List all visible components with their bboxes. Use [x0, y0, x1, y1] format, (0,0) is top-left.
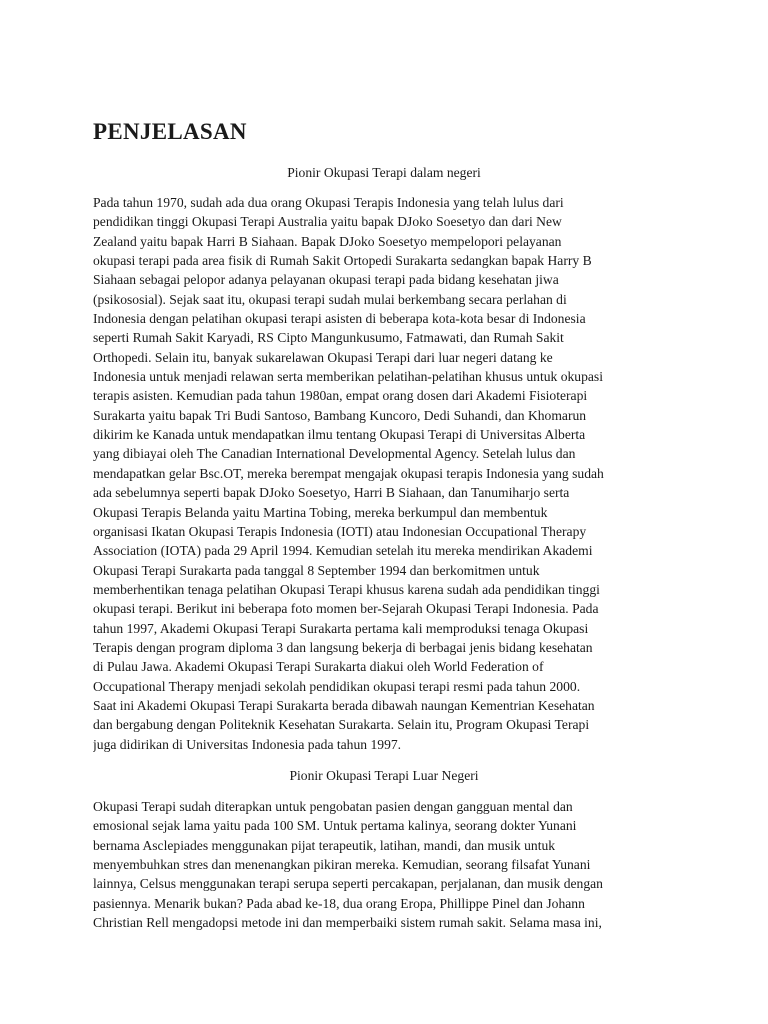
section-subtitle-domestic: Pionir Okupasi Terapi dalam negeri: [287, 165, 481, 180]
section-body-domestic: Pada tahun 1970, sudah ada dua orang Okupasi Terapis Indonesia yang telah lulus dari pendidikan tinggi Okupasi Terapi Australia yaitu bapak DJoko Soesetyo dan dari New Zealand yaitu bapak Harri B Siahaan. Bapak DJoko Soesetyo mempelopori pelayanan okupasi terapi pada area fisik di Rumah Sakit Ortopedi Surakarta sedangkan bapak Harry B Siahaan sebagai pelopor adanya pelayanan okupasi terapi pada bidang kesehatan jiwa (psikososial). Sejak saat itu, okupasi terapi sudah mulai berkembang secara perlahan di Indonesia dengan pelatihan okupasi terapi asisten di beberapa kota-kota besar di Indonesia seperti Rumah Sakit Karyadi, RS Cipto Mangunkusumo, Fatmawati, dan Rumah Sakit Orthopedi. Selain itu, banyak sukarelawan Okupasi Terapi dari luar negeri datang ke Indonesia untuk menjadi relawan serta memberikan pelatihan-pelatihan khusus untuk okupasi terapis asisten. Kemudian pada tahun 1980an, empat orang dosen dari Akademi Fisioterapi Surakarta yaitu bapak Tri Budi Santoso, Bambang Kuncoro, Dedi Suhandi, dan Khomarun dikirim ke Kanada untuk mendapatkan ilmu tentang Okupasi Terapi di Universitas Alberta yang dibiayai oleh The Canadian International Developmental Agency. Setelah lulus dan mendapatkan gelar Bsc.OT, mereka berempat mengajak okupasi terapis Indonesia yang sudah ada sebelumnya seperti bapak DJoko Soesetyo, Harri B Siahaan, dan Tanumiharjo serta Okupasi Terapis Belanda yaitu Martina Tobing, mereka berkumpul dan membentuk organisasi Ikatan Okupasi Terapis Indonesia (IOTI) atau Indonesian Occupational Therapy Association (IOTA) pada 29 April 1994. Kemudian setelah itu mereka mendirikan Akademi Okupasi Terapi Surakarta pada tanggal 8 September 1994 dan berkomitmen untuk memberhentikan tenaga pelatihan Okupasi Terapi khusus karena sudah ada pendidikan tinggi okupasi terapi. Berikut ini beberapa foto momen ber-Sejarah Okupasi Terapi Indonesia. Pada tahun 1997, Akademi Okupasi Terapi Surakarta pertama kali memproduksi tenaga Okupasi Terapis dengan program diploma 3 dan langsung bekerja di berbagai jenis bidang kesehatan di Pulau Jawa. Akademi Okupasi Terapi Surakarta diakui oleh World Federation of Occupational Therapy menjadi sekolah pendidikan okupasi terapi resmi pada tahun 2000. Saat ini Akademi Okupasi Terapi Surakarta berada dibawah naungan Kementrian Kesehatan dan bergabung dengan Politeknik Kesehatan Surakarta. Selain itu, Program Okupasi Terapi juga didirikan di Universitas Indonesia pada tahun 1997.: [93, 195, 604, 752]
document-title: PENJELASAN: [93, 119, 247, 144]
section-body-international: Okupasi Terapi sudah diterapkan untuk pengobatan pasien dengan gangguan mental dan emosional sejak lama yaitu pada 100 SM. Untuk pertama kalinya, seorang dokter Yunani bernama Asclepiades menggunakan pijat terapeutik, latihan, mandi, dan musik untuk menyembuhkan stres dan menenangkan pikiran mereka. Kemudian, seorang filsafat Yunani lainnya, Celsus menggunakan terapi serupa seperti percakapan, perjalanan, dan musik dengan pasiennya. Menarik bukan? Pada abad ke-18, dua orang Eropa, Phillippe Pinel dan Johann Christian Rell mengadopsi metode ini dan memperbaiki sistem rumah sakit. Selama masa ini,: [93, 799, 603, 931]
section-subtitle-international: Pionir Okupasi Terapi Luar Negeri: [289, 768, 479, 783]
document-page: [93, 0, 675, 1024]
